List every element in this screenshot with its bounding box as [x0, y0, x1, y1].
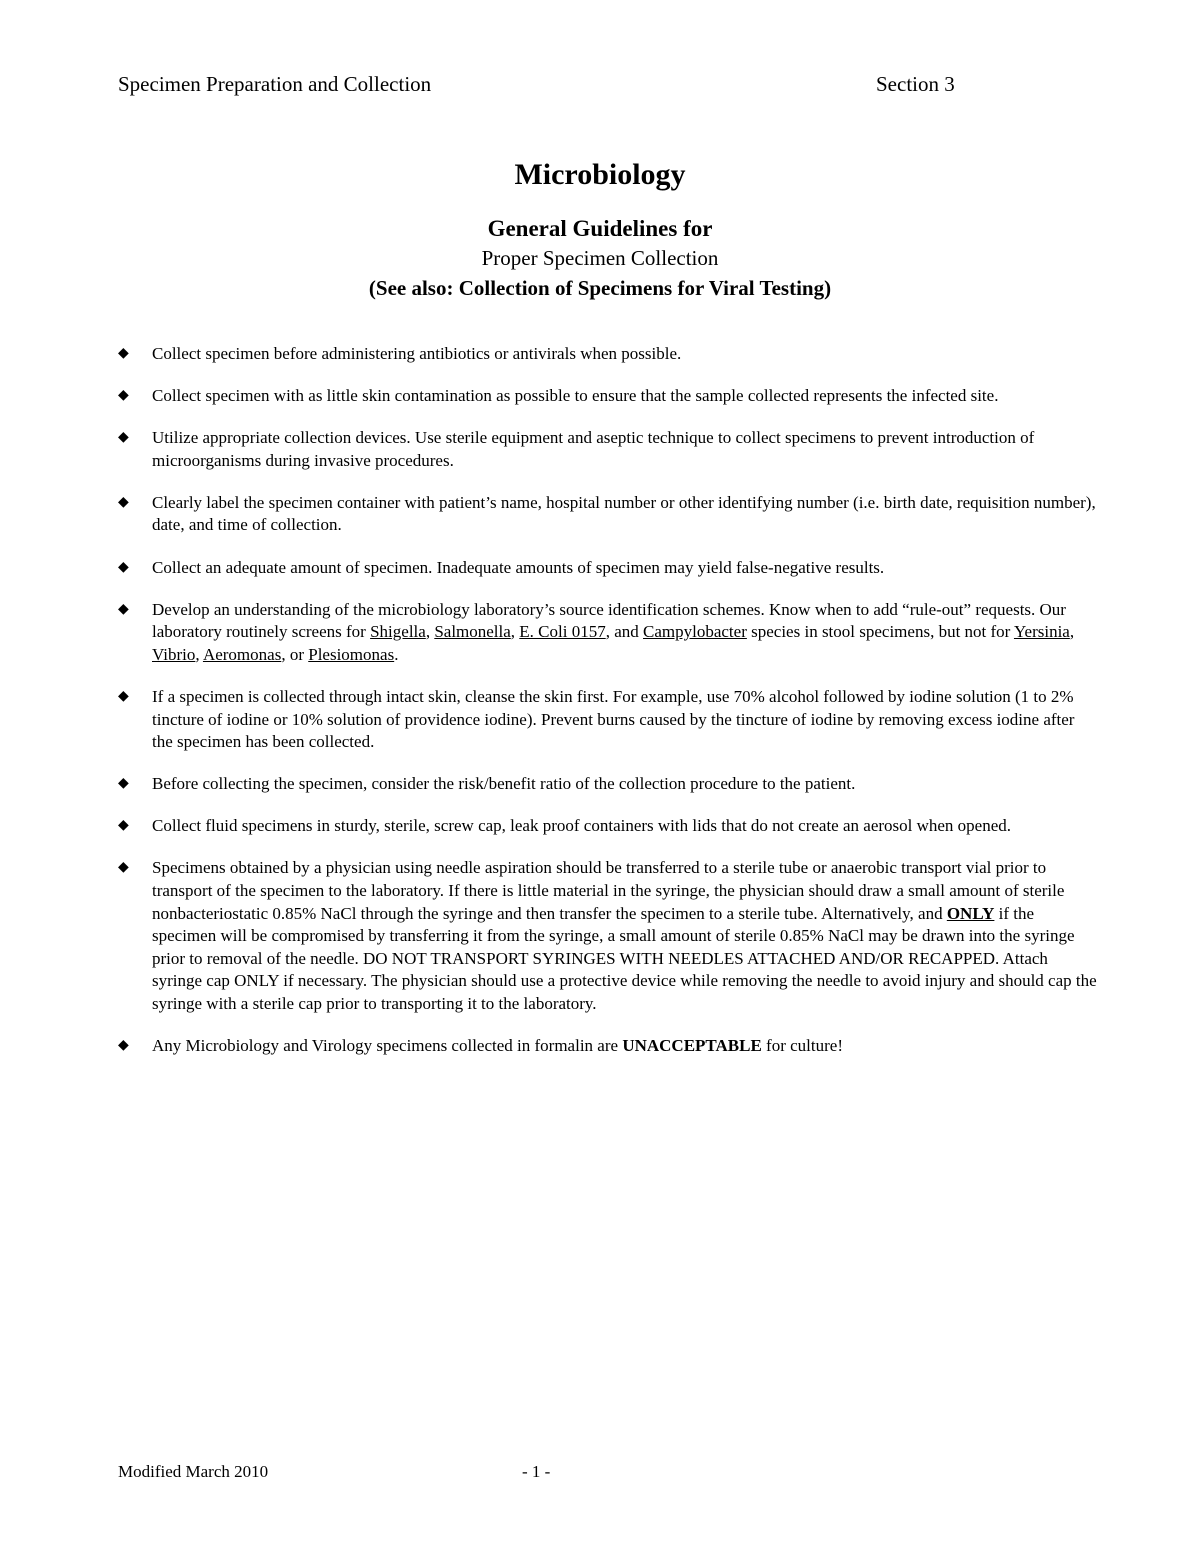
diamond-bullet-icon: ◆: [118, 559, 129, 575]
guideline-item: [118, 385, 1098, 408]
guideline-text: Collect specimen before administering antibiotics or antivirals when possible.: [152, 344, 682, 363]
footer-modified-date: Modified March 2010: [118, 1462, 269, 1481]
organism-name: Vibrio: [152, 644, 196, 664]
diamond-bullet-icon: ◆: [118, 346, 129, 361]
guideline-item: [118, 343, 1098, 366]
organism-name: Yersinia: [1013, 622, 1070, 642]
organism-name: Shigella: [370, 622, 426, 642]
guideline-text: Utilize appropriate collection devices. Use sterile equipment and aseptic technique to collect specimens to prevent introduction of microorganisms during invasive procedures.: [152, 428, 1035, 470]
emphasis-only: ONLY: [946, 903, 995, 923]
guideline-text: Any Microbiology and Virology specimens collected in formalin are UNACCEPTABLE for culture!: [152, 1036, 843, 1056]
guideline-text: If a specimen is collected through intact skin, cleanse the skin first. For example, use 70% alcohol followed by iodine solution (1 to 2% tincture of iodine or 10% solution of providence iodine). Prevent burns caused by the tincture of iodine by removing excess iodine after the specimen has been collected.: [152, 686, 1075, 752]
guidelines-list: [118, 343, 1098, 1077]
organism-name: E. Coli 0157: [519, 622, 606, 642]
guideline-item: [118, 427, 1098, 472]
guideline-text: Clearly label the specimen container with patient’s name, hospital number or other identifying number (i.e. birth date, requisition number), date, and time of collection.: [152, 492, 1096, 535]
diamond-bullet-icon: ◆: [118, 688, 129, 704]
guideline-item: [118, 557, 1098, 580]
organism-name: Campylobacter: [643, 622, 747, 642]
organism-name: Salmonella: [434, 622, 511, 642]
guideline-text: Collect specimen with as little skin contamination as possible to ensure that the sample collected represents the infected site.: [152, 386, 999, 406]
guideline-item: [118, 492, 1098, 537]
see-also-note: (See also: Collection of Specimens for Viral Testing): [368, 276, 832, 300]
diamond-bullet-icon: ◆: [118, 818, 129, 834]
diamond-bullet-icon: ◆: [118, 494, 129, 510]
emphasis-unacceptable: UNACCEPTABLE: [622, 1036, 762, 1056]
guideline-text: Specimens obtained by a physician using needle aspiration should be transferred to a sterile tube or anaerobic transport vial prior to transport of the specimen to the laboratory. If there is little material in the syringe, the physician should draw a small amount of sterile nonbacteriostatic 0.85% NaCl through the syringe and then transfer the specimen to a sterile tube. Alternatively, and ONLY if the specimen will be compromised by transferring it from the syringe, a small amount of sterile 0.85% NaCl may be drawn into the syringe prior to removal of the needle. DO NOT TRANSPORT SYRINGES WITH NEEDLES ATTACHED AND/OR RECAPPED. Attach syringe cap ONLY if necessary. The physician should use a protective device while removing the needle to avoid injury and should cap the syringe with a sterile cap prior to transporting it to the laboratory.: [152, 858, 1097, 1013]
guideline-item: [118, 815, 1098, 838]
page-subtitle-secondary: Proper Specimen Collection: [481, 246, 719, 270]
page-number: - 1 -: [522, 1462, 551, 1481]
diamond-bullet-icon: ◆: [118, 776, 129, 792]
diamond-bullet-icon: ◆: [118, 388, 129, 404]
guideline-text: Before collecting the specimen, consider the risk/benefit ratio of the collection procedure to the patient.: [152, 774, 856, 794]
guideline-item: [118, 857, 1098, 1015]
organism-name: Plesiomonas: [308, 644, 395, 664]
organism-name: Aeromonas: [202, 644, 282, 664]
page-title: Microbiology: [514, 158, 686, 191]
guideline-text: Collect fluid specimens in sturdy, sterile, screw cap, leak proof containers with lids that do not create an aerosol when opened.: [152, 816, 1012, 836]
diamond-bullet-icon: ◆: [118, 1038, 129, 1054]
guideline-item: [118, 773, 1098, 796]
page-subtitle: General Guidelines for: [487, 216, 713, 241]
header-section-title: Specimen Preparation and Collection: [118, 72, 432, 96]
header-section-number: Section 3: [876, 72, 955, 96]
guideline-item: [118, 686, 1098, 754]
guideline-item: [118, 599, 1098, 667]
guideline-text: Collect an adequate amount of specimen. Inadequate amounts of specimen may yield false-negative results.: [152, 557, 885, 577]
diamond-bullet-icon: ◆: [118, 860, 129, 876]
guideline-text: Develop an understanding of the microbiology laboratory’s source identification schemes. Know when to add “rule-out” requests. Our laboratory routinely screens for Shigella, Salmonella, E. Coli 0157, and Campylobacter species in stool specimens, but not for Yersinia, Vibrio, Aeromonas, or Plesiomonas.: [152, 599, 1075, 664]
guideline-item: [118, 1035, 1098, 1058]
diamond-bullet-icon: ◆: [118, 601, 129, 617]
diamond-bullet-icon: ◆: [118, 430, 129, 446]
